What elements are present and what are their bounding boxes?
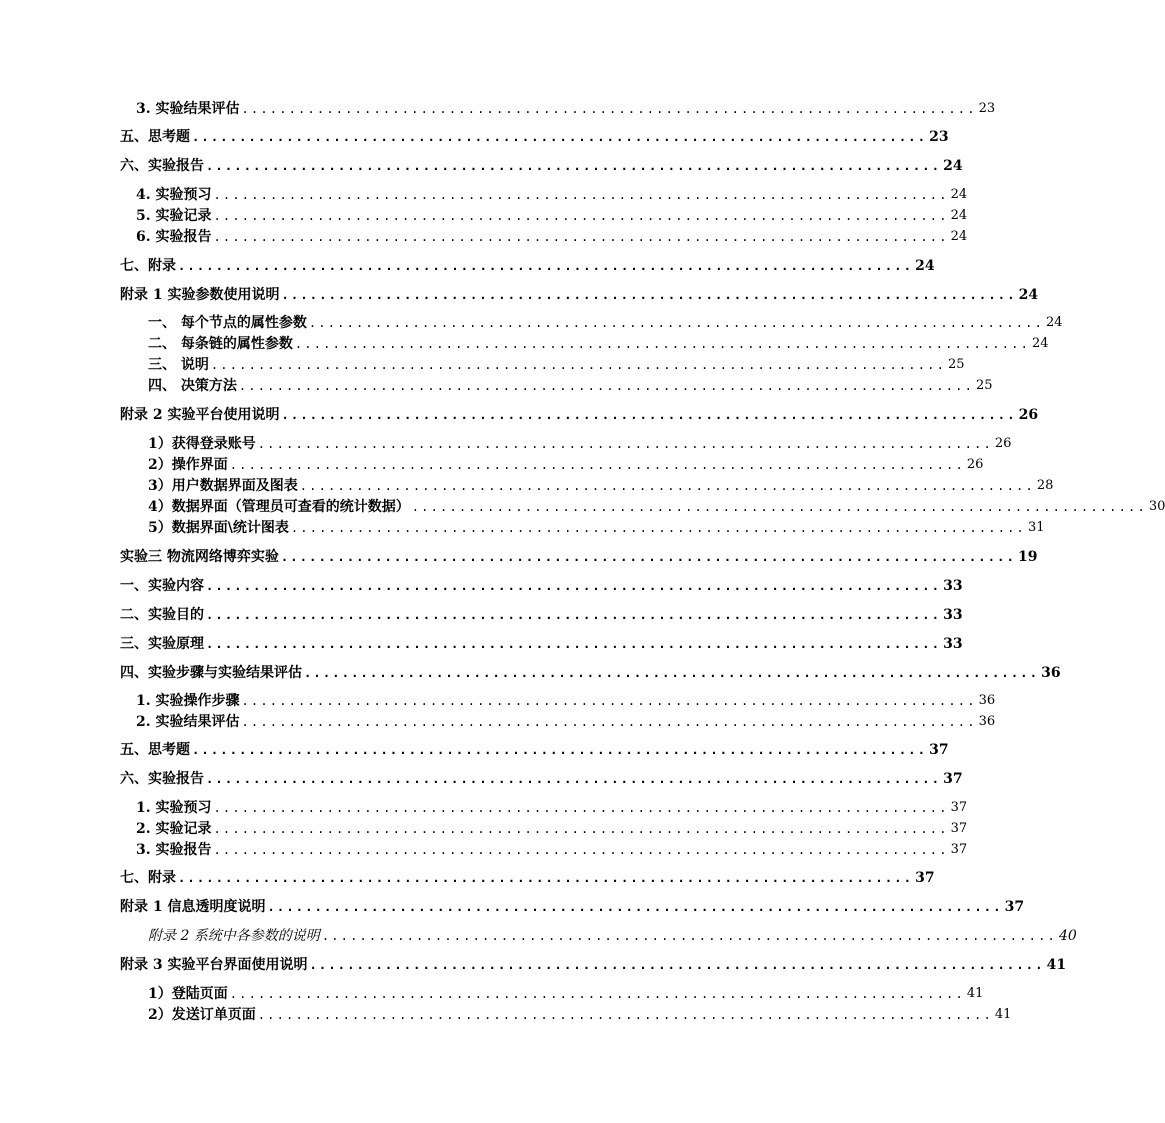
toc-leader-dots: ..............................................................................: [321, 929, 1057, 943]
toc-leader-dots: ..............................................................................: [229, 987, 965, 1001]
toc-entry[interactable]: [0, 253, 935, 275]
toc-entry-page: 24: [1018, 287, 1039, 303]
toc-entry-title: 三、 说明: [148, 357, 209, 373]
toc-entry-title: 1. 实验操作步骤: [136, 693, 240, 709]
toc-entry-title: 二、 每条链的属性参数: [148, 336, 293, 352]
toc-entry-title: 实验三 物流网络博弈实验: [120, 549, 279, 565]
toc-entry-title: 2）操作界面: [148, 457, 228, 473]
toc-entry[interactable]: [0, 96, 996, 118]
toc-entry[interactable]: [0, 795, 968, 817]
toc-leader-dots: ..............................................................................: [178, 259, 914, 273]
toc-entry-title: 六、实验报告: [120, 158, 204, 174]
toc-entry-page: 30: [1148, 499, 1165, 514]
toc-entry-title: 4. 实验预习: [136, 187, 212, 203]
toc-leader-dots: ..............................................................................: [213, 209, 949, 223]
toc-leader-dots: ..............................................................................: [192, 743, 928, 757]
toc-entry-title: 附录 2 实验平台使用说明: [120, 407, 280, 423]
toc-entry[interactable]: [0, 573, 963, 595]
toc-leader-dots: ..............................................................................: [294, 337, 1030, 351]
toc-entry-title: 3）用户数据界面及图表: [148, 478, 298, 494]
toc-entry-page: 33: [943, 607, 963, 623]
toc-entry-page: 24: [1046, 315, 1063, 330]
toc-entry[interactable]: [0, 282, 1039, 304]
toc-entry-page: 19: [1018, 549, 1038, 565]
toc-entry-title: 一、 每个节点的属性参数: [148, 315, 307, 331]
toc-entry-page: 24: [915, 258, 935, 274]
toc-entry-title: 六、实验报告: [120, 771, 204, 787]
toc-entry-page: 37: [1004, 899, 1025, 915]
toc-entry-page: 37: [950, 821, 968, 836]
toc-entry[interactable]: [0, 688, 996, 710]
toc-entry-page: 37: [943, 771, 963, 787]
toc-entry-page: 41: [1046, 957, 1067, 973]
toc-leader-dots: ..............................................................................: [238, 379, 974, 393]
toc-leader-dots: ..............................................................................: [206, 579, 942, 593]
toc-entry[interactable]: [0, 452, 984, 474]
toc-entry[interactable]: [0, 1002, 1012, 1024]
toc-leader-dots: ..............................................................................: [267, 900, 1003, 914]
toc-entry-title: 2）发送订单页面: [148, 1007, 256, 1023]
toc-entry-page: 41: [994, 1007, 1012, 1022]
toc-entry-title: 1. 实验预习: [136, 800, 212, 816]
toc-entry-title: 6. 实验报告: [136, 229, 212, 245]
toc-entry-title: 附录 2 系统中各参数的说明: [148, 928, 320, 944]
toc-leader-dots: ..............................................................................: [257, 1008, 993, 1022]
toc-entry-title: 2. 实验记录: [136, 821, 212, 837]
toc-leader-dots: ..............................................................................: [411, 500, 1147, 514]
toc-entry[interactable]: [0, 766, 963, 788]
toc-entry-title: 二、实验目的: [120, 607, 204, 623]
toc-leader-dots: ..............................................................................: [192, 130, 928, 144]
toc-entry[interactable]: [0, 631, 963, 653]
toc-entry-title: 2. 实验结果评估: [136, 714, 240, 730]
toc-entry-title: 附录 1 信息透明度说明: [120, 899, 266, 915]
toc-entry[interactable]: [0, 310, 1063, 332]
toc-entry[interactable]: [0, 402, 1039, 424]
toc-entry-title: 附录 3 实验平台界面使用说明: [120, 957, 308, 973]
toc-entry-title: 1）获得登录账号: [148, 436, 256, 452]
toc-entry-page: 28: [1036, 478, 1054, 493]
toc-entry-page: 24: [950, 187, 968, 202]
toc-leader-dots: ..............................................................................: [241, 715, 977, 729]
toc-entry-title: 1）登陆页面: [148, 986, 228, 1002]
toc-entry-page: 24: [950, 229, 968, 244]
toc-entry-page: 40: [1058, 928, 1077, 944]
toc-leader-dots: ..............................................................................: [213, 188, 949, 202]
toc-leader-dots: ..............................................................................: [206, 772, 942, 786]
toc-entry[interactable]: [0, 865, 935, 887]
toc-leader-dots: ..............................................................................: [213, 822, 949, 836]
toc-entry[interactable]: [0, 952, 1067, 974]
toc-entry[interactable]: [0, 602, 963, 624]
toc-leader-dots: ..............................................................................: [309, 958, 1045, 972]
toc-leader-dots: ..............................................................................: [213, 230, 949, 244]
toc-entry-page: 23: [978, 101, 996, 116]
toc-entry-page: 37: [950, 800, 968, 815]
toc-entry-title: 3. 实验报告: [136, 842, 212, 858]
toc-entry[interactable]: [0, 894, 1025, 916]
toc-leader-dots: ..............................................................................: [213, 843, 949, 857]
toc-leader-dots: ..............................................................................: [280, 550, 1016, 564]
toc-entry-page: 37: [950, 842, 968, 857]
toc-entry[interactable]: [0, 515, 1045, 537]
toc-entry[interactable]: [0, 203, 968, 225]
toc-leader-dots: ..............................................................................: [178, 871, 914, 885]
toc-entry[interactable]: [0, 737, 949, 759]
toc-leader-dots: ..............................................................................: [281, 408, 1017, 422]
toc-leader-dots: ..............................................................................: [290, 521, 1026, 535]
toc-leader-dots: ..............................................................................: [206, 608, 942, 622]
toc-leader-dots: ..............................................................................: [210, 358, 946, 372]
toc-leader-dots: ..............................................................................: [241, 694, 977, 708]
toc-entry-page: 24: [943, 158, 963, 174]
toc-entry-page: 26: [994, 436, 1012, 451]
toc-entry[interactable]: [0, 544, 1038, 566]
toc-leader-dots: ..............................................................................: [304, 666, 1040, 680]
toc-entry[interactable]: [0, 923, 1077, 945]
toc-entry[interactable]: [0, 373, 993, 395]
toc-entry[interactable]: [0, 660, 1061, 682]
toc-entry[interactable]: [0, 837, 968, 859]
toc-entry-title: 附录 1 实验参数使用说明: [120, 287, 280, 303]
toc-entry[interactable]: [0, 124, 949, 146]
toc-entry[interactable]: [0, 709, 996, 731]
toc-entry-page: 36: [978, 693, 996, 708]
toc-leader-dots: ..............................................................................: [213, 801, 949, 815]
toc-entry-page: 36: [978, 714, 996, 729]
toc-entry[interactable]: [0, 182, 968, 204]
toc-entry-page: 36: [1041, 665, 1061, 681]
toc-entry[interactable]: [0, 153, 963, 175]
toc-leader-dots: ..............................................................................: [257, 437, 993, 451]
toc-entry-title: 4）数据界面（管理员可查看的统计数据）: [148, 499, 410, 515]
toc-entry-title: 5. 实验记录: [136, 208, 212, 224]
toc-entry-page: 25: [948, 357, 965, 372]
toc-entry-page: 25: [976, 378, 993, 393]
toc-entry-title: 七、附录: [120, 258, 176, 274]
toc-entry[interactable]: [0, 816, 968, 838]
toc-entry-page: 26: [966, 457, 984, 472]
toc-entry-title: 七、附录: [120, 870, 176, 886]
toc-entry-page: 33: [943, 636, 963, 652]
toc-leader-dots: ..............................................................................: [241, 102, 977, 116]
toc-entry-title: 三、实验原理: [120, 636, 204, 652]
toc-leader-dots: ..............................................................................: [229, 458, 965, 472]
toc-entry-title: 四、 决策方法: [148, 378, 237, 394]
toc-entry-title: 五、思考题: [120, 129, 190, 145]
toc-leader-dots: ..............................................................................: [308, 316, 1044, 330]
toc-entry[interactable]: [0, 224, 968, 246]
toc-leader-dots: ..............................................................................: [206, 159, 942, 173]
toc-entry[interactable]: [0, 473, 1054, 495]
toc-leader-dots: ..............................................................................: [299, 479, 1035, 493]
toc-entry[interactable]: [0, 494, 1165, 516]
toc-entry-title: 3. 实验结果评估: [136, 101, 240, 117]
toc-entry[interactable]: [0, 331, 1049, 353]
toc-entry[interactable]: [0, 981, 984, 1003]
toc-entry-title: 四、实验步骤与实验结果评估: [120, 665, 302, 681]
toc-entry-page: 23: [929, 129, 949, 145]
toc-entry-page: 24: [950, 208, 968, 223]
toc-entry-title: 一、实验内容: [120, 578, 204, 594]
toc-entry-page: 37: [929, 742, 949, 758]
toc-leader-dots: ..............................................................................: [281, 288, 1017, 302]
toc-entry-page: 31: [1027, 520, 1045, 535]
toc-leader-dots: ..............................................................................: [206, 637, 942, 651]
toc-entry-page: 41: [966, 986, 984, 1001]
toc-entry-title: 5）数据界面\统计图表: [148, 520, 289, 536]
toc-entry[interactable]: [0, 431, 1012, 453]
toc-entry-title: 五、思考题: [120, 742, 190, 758]
toc-entry-page: 37: [915, 870, 935, 886]
toc-entry-page: 24: [1032, 336, 1049, 351]
toc-entry-page: 33: [943, 578, 963, 594]
toc-entry[interactable]: [0, 352, 965, 374]
toc-entry-page: 26: [1018, 407, 1039, 423]
